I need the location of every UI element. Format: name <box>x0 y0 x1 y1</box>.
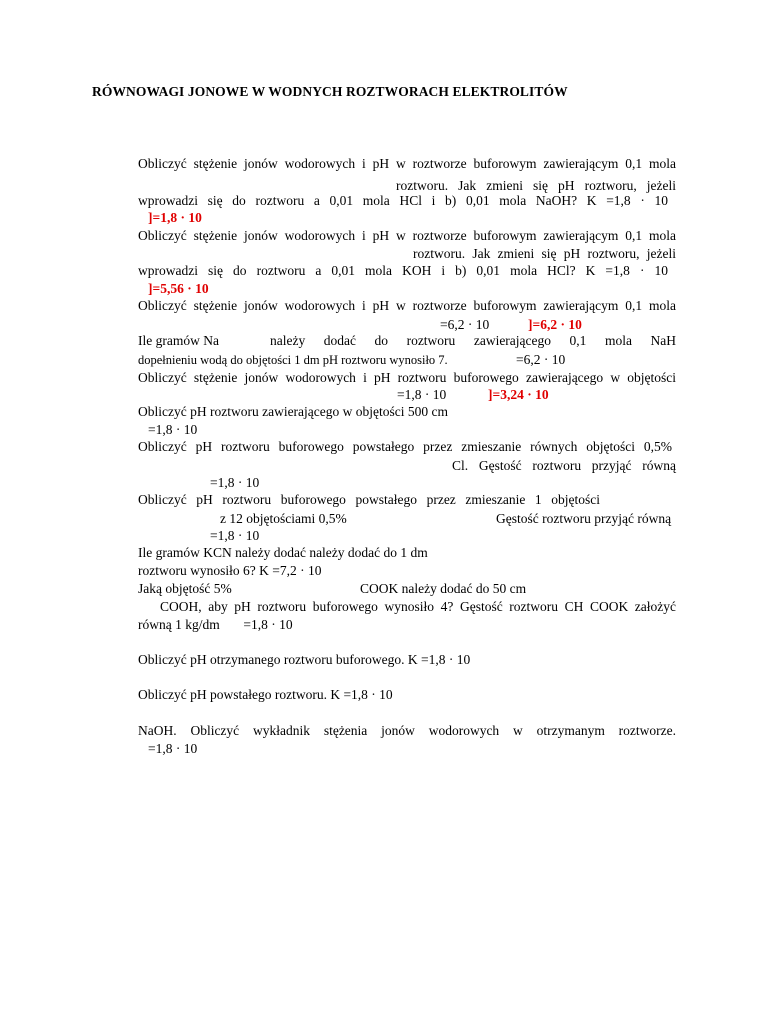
text-line: roztworu. Jak zmieni się pH roztworu, jeżeli <box>413 246 676 261</box>
text-line: dopełnieniu wodą do objętości 1 dm pH roztworu wynosiło 7. <box>138 353 448 367</box>
highlight-answer: ]=3,24 · 10 <box>488 387 549 402</box>
text-line: NaOH. Obliczyć wykładnik stężenia jonów wodorowych w otrzymanym roztworze. <box>138 723 676 738</box>
text-line: Jaką objętość 5% <box>138 581 232 596</box>
highlight-answer: ]=5,56 · 10 <box>148 281 209 296</box>
text-line: Ile gramów Na <box>138 333 219 348</box>
text-line: Obliczyć stężenie jonów wodorowych i pH w roztworze buforowym zawierającym 0,1 mola <box>138 156 676 171</box>
text-line: =1,8 · 10 <box>397 387 447 402</box>
text-line: =1,8 · 10 <box>148 741 198 756</box>
text-line: z 12 objętościami 0,5% <box>220 511 347 526</box>
text-line: Obliczyć stężenie jonów wodorowych i pH w roztworze buforowym zawierającym 0,1 mola <box>138 298 676 313</box>
text-line: Obliczyć stężenie jonów wodorowych i pH roztworu buforowego zawierającego w objętości <box>138 370 676 385</box>
highlight-answer: ]=6,2 · 10 <box>528 317 582 332</box>
highlight-answer: ]=1,8 · 10 <box>148 210 202 225</box>
text-line: Gęstość roztworu przyjąć równą <box>496 511 672 526</box>
text-line: Obliczyć pH roztworu zawierającego w objętości 500 cm <box>138 404 449 419</box>
text-line: =6,2 · 10 <box>516 352 566 367</box>
text-line: =1,8 · 10 <box>148 422 198 437</box>
text-line: =1,8 · 10 <box>210 475 260 490</box>
text-line: roztworu. Jak zmieni się pH roztworu, jeżeli <box>396 178 676 193</box>
text-line: roztworu wynosiło 6? K =7,2 · 10 <box>138 563 322 578</box>
document-title: RÓWNOWAGI JONOWE W WODNYCH ROZTWORACH ELEKTROLITÓW <box>92 84 568 99</box>
text-line: wprowadzi się do roztworu a 0,01 mola KOH i b) 0,01 mola HCl? K =1,8 · 10 <box>138 263 668 278</box>
text-line: Obliczyć pH roztworu buforowego powstałego przez zmieszanie 1 objętości <box>138 492 600 507</box>
text-line: COOH, aby pH roztworu buforowego wynosiło 4? Gęstość roztworu CH COOK założyć <box>160 599 676 614</box>
text-line: należy dodać do roztworu zawierającego 0,1 mola NaH <box>270 333 676 348</box>
text-line: =6,2 · 10 <box>440 317 490 332</box>
text-line: Obliczyć pH otrzymanego roztworu buforowego. K =1,8 · 10 <box>138 652 471 667</box>
text-line: Obliczyć pH roztworu buforowego powstałego przez zmieszanie równych objętości 0,5% <box>138 439 672 454</box>
text-line: równą 1 kg/dm =1,8 · 10 <box>138 617 293 632</box>
text-line: Obliczyć stężenie jonów wodorowych i pH w roztworze buforowym zawierającym 0,1 mola <box>138 228 676 243</box>
text-line: Ile gramów KCN należy dodać należy dodać do 1 dm <box>138 545 428 560</box>
text-line: Cl. Gęstość roztworu przyjąć równą <box>452 458 676 473</box>
text-line: Obliczyć pH powstałego roztworu. K =1,8 · 10 <box>138 687 393 702</box>
text-line: =1,8 · 10 <box>210 528 260 543</box>
text-line: COOK należy dodać do 50 cm <box>360 581 527 596</box>
text-line: wprowadzi się do roztworu a 0,01 mola HCl i b) 0,01 mola NaOH? K =1,8 · 10 <box>138 193 668 208</box>
